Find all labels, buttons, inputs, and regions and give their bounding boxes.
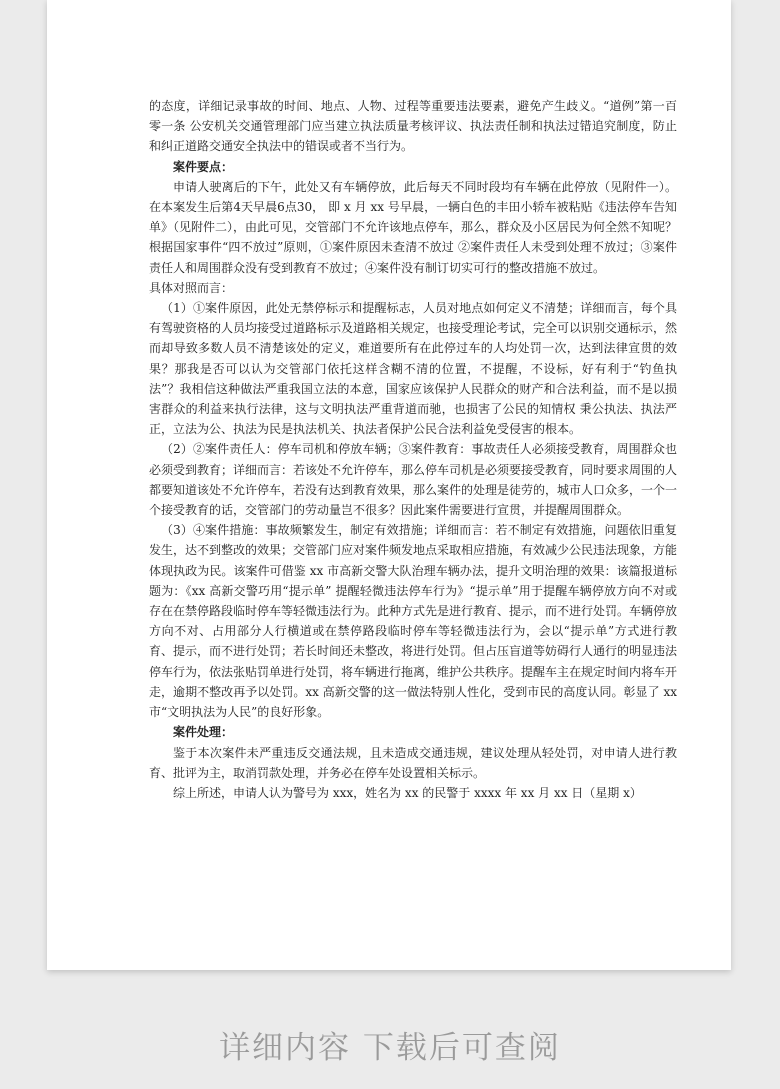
paragraph: 申请人驶离后的下午，此处又有车辆停放，此后每天不同时段均有车辆在此停放（见附件一）。在本案发生后第4天早晨6点30， 即 x 月 xx 号早晨，一辆白色的丰田小轿车被粘贴《违法停车告知单》（见附件二），由此可见，交管部门不允许该地点停车，那么，群众及小区居民为何全然不知呢？根据国家事件“四不放过”原则，①案件原因未查清不放过 ②案件责任人未受到处理不放过；③案件责任人和周围群众没有受到教育不放过；④案件没有制订切实可行的整改措施不放过。: [149, 179, 678, 275]
paragraph: 鉴于本次案件未严重违反交通法规，且未造成交通违规，建议处理从轻处罚，对申请人进行教育、批评为主，取消罚款处理，并务必在停车处设置相关标示。: [149, 745, 677, 780]
paragraph: 的态度，详细记录事故的时间、地点、人物、过程等重要违法要素，避免产生歧义。“道例”第一百零一条 公安机关交通管理部门应当建立执法质量考核评议、执法责任制和执法过错追究制度，防止和纠正道路交通安全执法中的错误或者不当行为。: [149, 99, 677, 154]
section-heading: 案件要点：: [173, 159, 234, 174]
section-heading: 案件处理：: [173, 725, 234, 740]
download-hint[interactable]: 详细内容 下载后可查阅: [219, 1030, 561, 1066]
paragraph: （3）④案件措施：事故频繁发生，制定有效措施；详细而言：若不制定有效措施，问题依旧重复发生，达不到整改的效果；交管部门应对案件频发地点采取相应措施，有效减少公民违法现象，方能体现执政为民。该案件可借鉴 xx 市高新交警大队治理车辆办法，提升文明治理的效果：该篇报道标题为：《xx 高新交警巧用“提示单” 提醒轻微违法停车行为》“提示单”用于提醒车辆停放方向不对或存在在禁停路段临时停车等轻微违法行为。此种方式先是进行教育、提示，而不进行处罚。车辆停放方向不对、占用部分人行横道或在禁停路段临时停车等轻微违法行为，会以“提示单”方式进行教育、提示，而不进行处罚；若长时间还未整改，将进行处罚。但占压盲道等妨碍行人通行的明显违法停车行为，依法张贴罚单进行处罚，将车辆进行拖离，维护公共秩序。提醒车主在规定时间内将车开走，逾期不整改再予以处罚。xx 高新交警的这一做法特别人性化，受到市民的高度认同。彰显了 xx 市“文明执法为人民”的良好形象。: [149, 523, 678, 720]
document-body: [149, 96, 677, 803]
paragraph: （2）②案件责任人：停车司机和停放车辆；③案件教育：事故责任人必须接受教育，周围群众也必须受到教育；详细而言：若该处不允许停车，那么停车司机是必须要接受教育，同时要求周围的人都要知道该处不允许停车，若没有达到教育效果，那么案件的处理是徒劳的，城市人口众多，一个一个接受教育的话，交管部门的劳动量岂不很多？因此案件需要进行宣贯，并提醒周围群众。: [149, 442, 678, 518]
paragraph: 具体对照而言：: [149, 280, 234, 295]
document-page: [47, 0, 731, 970]
paragraph: 综上所述，申请人认为警号为 xxx，姓名为 xx 的民警于 xxxx 年 xx 月 xx 日（星期 x）: [173, 785, 642, 800]
paragraph: （1）①案件原因，此处无禁停标示和提醒标志，人员对地点如何定义不清楚；详细而言，每个具有驾驶资格的人员均接受过道路标示及道路相关规定，也接受理论考试，完全可以识别交通标示，然而却导致多数人员不清楚该处的定义，难道要所有在此停过车的人均处罚一次，达到法律宣贯的效果？那我是否可以认为交管部门依托这样含糊不清的位置，不提醒，不设标，好有利于“钓鱼执法”？我相信这种做法严重我国立法的本意，国家应该保护人民群众的财产和合法利益，而不是以损害群众的利益来执行法律，这与文明执法严重背道而驰，也损害了公民的知情权 秉公执法、执法严正，立法为公、执法为民是执法机关、执法者保护公民合法利益免受侵害的根本。: [149, 301, 678, 437]
